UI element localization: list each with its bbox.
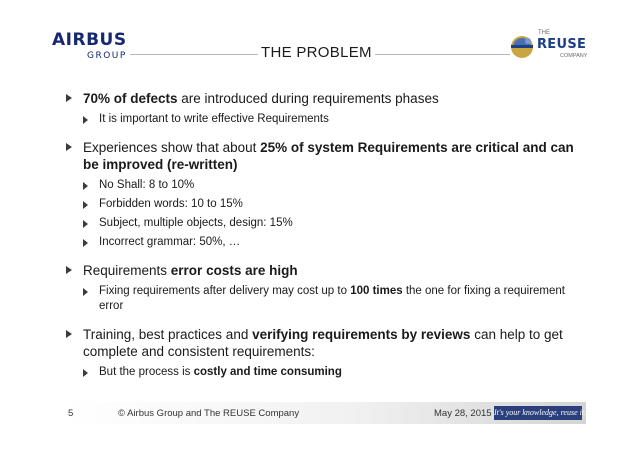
- footer: [66, 402, 586, 424]
- bullet-text: can help to get complete and consistent requirements:: [83, 327, 563, 359]
- bullet-item: [66, 262, 586, 279]
- bullet-item: [66, 90, 586, 107]
- triangle-bullet-icon: [66, 143, 72, 151]
- triangle-bullet-icon: [66, 330, 72, 338]
- sub-bullet-text: But the process is: [99, 366, 194, 378]
- triangle-bullet-icon: [83, 182, 88, 190]
- bullet-text: Training, best practices and: [83, 327, 253, 342]
- sub-bullet-text: It is important to write effective Requirements: [99, 113, 329, 125]
- sub-bullet-item: [66, 365, 586, 380]
- sub-bullet-item: [66, 178, 586, 193]
- group-logo-text: GROUP: [87, 51, 127, 61]
- sub-bullet-item: [66, 284, 586, 314]
- triangle-bullet-icon: [66, 266, 72, 274]
- sub-bullet-item: [66, 197, 586, 212]
- sub-bullet-text: the one for fixing a requirement error: [99, 285, 565, 312]
- sub-bullet-text: Subject, multiple objects, design: 15%: [99, 217, 293, 229]
- bullet-text-bold: error costs are high: [170, 263, 298, 278]
- sub-bullet-item: [66, 216, 586, 231]
- bullet-item: [66, 139, 586, 173]
- reuse-company-logo: [508, 30, 600, 64]
- bullet-text-bold: verifying requirements by reviews: [252, 327, 471, 342]
- sub-bullet-text-bold: 100 times: [350, 285, 403, 297]
- triangle-bullet-icon: [83, 201, 88, 209]
- the-logo-text: THE: [538, 30, 550, 36]
- bullet-text: are introduced during requirements phases: [177, 91, 439, 106]
- sub-bullet-text: Forbidden words: 10 to 15%: [99, 198, 243, 210]
- triangle-bullet-icon: [83, 116, 88, 124]
- company-logo-text: COMPANY: [560, 53, 588, 59]
- sub-bullet-text: Fixing requirements after delivery may cost up to: [99, 285, 351, 297]
- airbus-logo-text: AIRBUS: [52, 30, 127, 50]
- bullet-text-bold: 70% of defects: [83, 91, 178, 106]
- sub-bullet-item: [66, 235, 586, 250]
- airbus-group-logo: [52, 30, 142, 64]
- reuse-globe-icon: [508, 32, 536, 62]
- footer-tagline: It's your knowledge, reuse it.: [494, 406, 582, 420]
- bullet-list: [66, 90, 586, 380]
- bullet-text: Requirements: [83, 263, 171, 278]
- sub-bullet-text: Incorrect grammar: 50%, …: [99, 236, 241, 248]
- slide-title: THE PROBLEM: [258, 44, 375, 61]
- sub-bullet-item: [66, 112, 586, 127]
- sub-bullet-text-bold: costly and time consuming: [193, 366, 342, 378]
- page-number: 5: [68, 408, 74, 419]
- triangle-bullet-icon: [83, 239, 88, 247]
- bullet-item: [66, 326, 586, 360]
- reuse-logo-text: REUSE: [537, 37, 587, 52]
- triangle-bullet-icon: [83, 220, 88, 228]
- triangle-bullet-icon: [83, 369, 88, 377]
- triangle-bullet-icon: [66, 94, 72, 102]
- footer-date: May 28, 2015: [434, 408, 492, 419]
- triangle-bullet-icon: [83, 288, 88, 296]
- footer-copyright: © Airbus Group and The REUSE Company: [118, 408, 300, 419]
- bullet-text: Experiences show that about: [83, 140, 261, 155]
- bullet-text-bold: 25% of system Requirements are critical and can be improved (re-written): [83, 140, 574, 172]
- sub-bullet-text: No Shall: 8 to 10%: [99, 179, 195, 191]
